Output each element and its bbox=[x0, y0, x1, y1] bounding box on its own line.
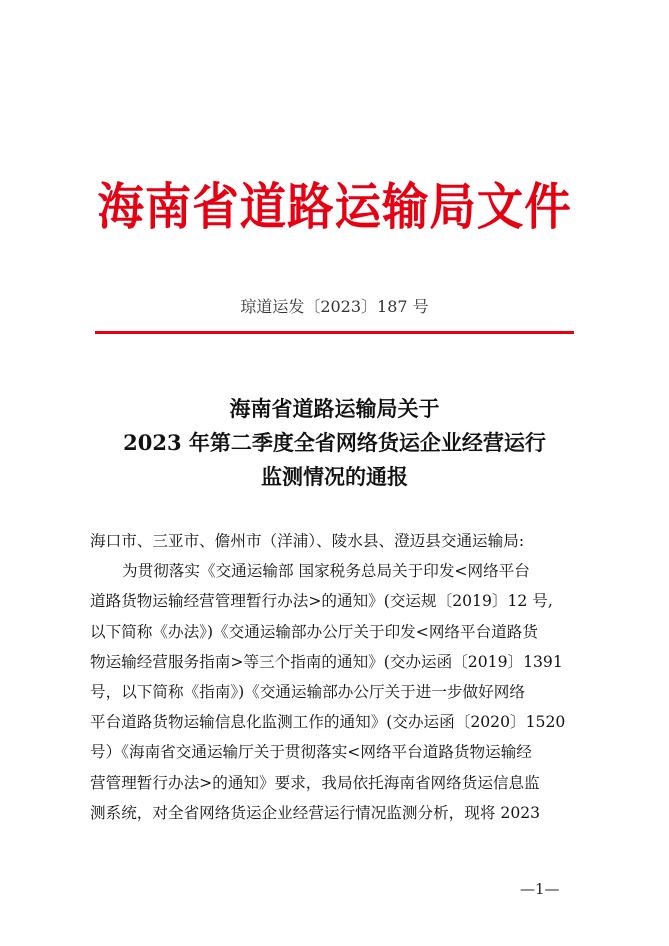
red-divider-line bbox=[95, 331, 574, 334]
body-line: 号，以下简称《指南》)《交通运输部办公厅关于进一步做好网络 bbox=[90, 683, 525, 702]
body-line: 号）《海南省交通运输厅关于贯彻落实<网络平台道路货物运输经 bbox=[90, 743, 532, 762]
page-number: —1— bbox=[520, 880, 560, 898]
body-line: 平台道路货物运输信息化监测工作的通知》(交办运函〔2020〕1520 bbox=[90, 713, 566, 732]
body-line: 测系统，对全省网络货运企业经营运行情况监测分析，现将 2023 bbox=[90, 803, 541, 822]
document-number: 琼道运发〔2023〕187 号 bbox=[240, 297, 429, 316]
body-line: 道路货物运输经营管理暂行办法>的通知》(交运规〔2019〕12 号, bbox=[90, 592, 553, 611]
salutation-line: 海口市、三亚市、儋州市（洋浦）、陵水县、澄迈县交通运输局: bbox=[90, 532, 525, 550]
body-line: 以下简称《办法》)《交通运输部办公厅关于印发<网络平台道路货 bbox=[90, 622, 538, 641]
masthead-title: 海南省道路运输局文件 bbox=[97, 178, 572, 236]
body-line: 为贯彻落实《交通运输部 国家税务总局关于印发<网络平台 bbox=[122, 562, 530, 581]
body-line: 物运输经营服务指南>等三个指南的通知》(交办运函〔2019〕1391 bbox=[90, 652, 563, 671]
body-line: 营管理暂行办法>的通知》要求，我局依托海南省网络货运信息监 bbox=[90, 773, 540, 792]
title-line-2: 2023 年第二季度全省网络货运企业经营运行 bbox=[123, 430, 546, 455]
title-line-3: 监测情况的通报 bbox=[261, 464, 408, 489]
body-text bbox=[90, 526, 585, 828]
title-line-1: 海南省道路运输局关于 bbox=[229, 396, 440, 421]
notice-title bbox=[0, 392, 669, 494]
